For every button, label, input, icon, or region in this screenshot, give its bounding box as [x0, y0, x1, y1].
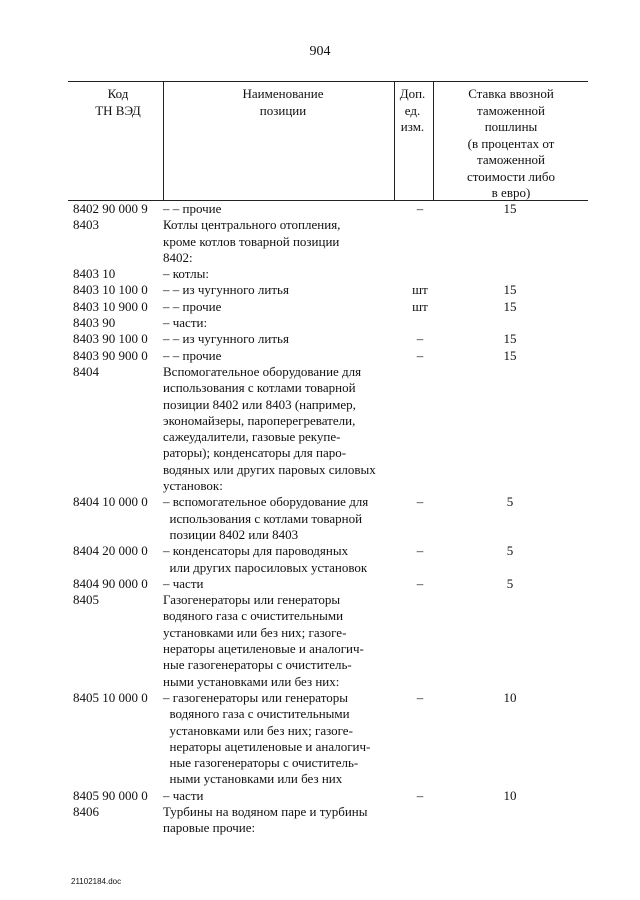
position-name-line: – вспомогательное оборудование для — [163, 494, 369, 510]
page-number: 904 — [309, 44, 331, 59]
tariff-code: 8403 90 — [73, 315, 116, 331]
additional-unit: – — [416, 331, 424, 347]
table-row — [0, 576, 640, 592]
position-name-line: – части — [163, 575, 204, 591]
duty-rate: 15 — [503, 282, 517, 298]
table-header — [68, 81, 588, 201]
tariff-code: 8402 90 000 9 — [73, 201, 148, 216]
table-row — [0, 217, 640, 266]
position-name — [163, 804, 395, 837]
position-name — [163, 201, 395, 217]
position-name — [163, 282, 395, 298]
position-name-line: ные газогенераторы с очиститель- — [163, 755, 359, 771]
position-name — [163, 690, 395, 788]
position-name-line: использования с котлами товарной — [163, 380, 356, 396]
position-name-line: ные газогенераторы с очиститель- — [163, 657, 352, 673]
position-name-line: установками или без них; газоге- — [163, 624, 347, 640]
additional-unit: шт — [412, 282, 428, 298]
tariff-code: 8405 10 000 0 — [73, 689, 148, 705]
table-body — [0, 201, 640, 837]
table-row — [0, 494, 640, 543]
tariff-code: 8404 — [73, 363, 99, 379]
position-name — [163, 543, 395, 576]
additional-unit: – — [416, 689, 424, 705]
tariff-code: 8405 — [73, 592, 99, 608]
duty-rate: 10 — [503, 689, 517, 705]
tariff-code: 8403 10 — [73, 266, 116, 282]
additional-unit: – — [416, 543, 424, 559]
position-name-line: установок: — [163, 478, 223, 494]
position-name — [163, 266, 395, 282]
position-name-line: водяного газа с очистительными — [163, 706, 350, 722]
duty-rate: 10 — [503, 787, 517, 803]
table-row — [0, 331, 640, 347]
position-name-line: водяных или других паровых силовых — [163, 461, 376, 477]
position-name-line: ными установками или без них — [163, 771, 343, 787]
additional-unit: – — [416, 575, 424, 591]
position-name-line: ными установками или без них: — [163, 673, 340, 689]
table-row — [0, 266, 640, 282]
position-name-line: – части — [163, 787, 204, 803]
tariff-code: 8404 90 000 0 — [73, 575, 148, 591]
position-name-line: нераторы ацетиленовые и аналогич- — [163, 641, 364, 657]
position-name-line: паровые прочие: — [163, 820, 256, 836]
table-row — [0, 282, 640, 298]
position-name — [163, 576, 395, 592]
position-name — [163, 299, 395, 315]
table-row — [0, 788, 640, 804]
tariff-code: 8403 — [73, 217, 99, 233]
position-name-line: экономайзеры, пароперегреватели, — [163, 412, 356, 428]
additional-unit: – — [416, 787, 424, 803]
position-name — [163, 592, 395, 690]
duty-rate: 15 — [503, 201, 517, 216]
header-rate: Ставка ввозной таможенной пошлины (в процентах от таможенной стоимости либо в евро) — [466, 86, 555, 200]
position-name-line: нераторы ацетиленовые и аналогич- — [163, 738, 371, 754]
duty-rate: 15 — [503, 298, 517, 314]
duty-rate: 15 — [503, 331, 517, 347]
position-name-line: кроме котлов товарной позиции — [163, 233, 340, 249]
position-name-line: – газогенераторы или генераторы — [163, 689, 348, 705]
position-name — [163, 788, 395, 804]
position-name-line: – конденсаторы для пароводяных — [163, 543, 349, 559]
position-name-line: позиции 8402 или 8403 — [163, 526, 299, 542]
position-name-line: установками или без них; газоге- — [163, 722, 353, 738]
tariff-code: 8403 10 100 0 — [73, 282, 148, 298]
position-name-line: или других паросиловых установок — [163, 559, 368, 575]
header-unit: Доп. ед. изм. — [399, 86, 426, 134]
column-divider — [433, 81, 434, 201]
position-name — [163, 315, 395, 331]
table-row — [0, 592, 640, 690]
position-name-line: использования с котлами товарной — [163, 510, 363, 526]
tariff-code: 8404 10 000 0 — [73, 494, 148, 510]
additional-unit: – — [416, 201, 424, 216]
position-name — [163, 348, 395, 364]
position-name-line: Газогенераторы или генераторы — [163, 592, 341, 608]
column-divider — [394, 81, 395, 201]
position-name-line: Турбины на водяном паре и турбины — [163, 803, 368, 819]
tariff-code: 8403 10 900 0 — [73, 298, 148, 314]
tariff-code: 8404 20 000 0 — [73, 543, 148, 559]
tariff-code: 8405 90 000 0 — [73, 787, 148, 803]
tariff-code: 8406 — [73, 803, 99, 819]
position-name — [163, 217, 395, 266]
additional-unit: – — [416, 347, 424, 363]
position-name-line: водяного газа с очистительными — [163, 608, 344, 624]
position-name-line: – – прочие — [163, 298, 222, 314]
table-row — [0, 690, 640, 788]
duty-rate: 5 — [506, 575, 514, 591]
position-name-line: сажеудалители, газовые рекупе- — [163, 429, 341, 445]
tariff-code: 8403 90 100 0 — [73, 331, 148, 347]
position-name-line: – – прочие — [163, 347, 222, 363]
table-row — [0, 348, 640, 364]
position-name-line: позиции 8402 или 8403 (например, — [163, 396, 356, 412]
position-name — [163, 364, 395, 494]
tariff-code: 8403 90 900 0 — [73, 347, 148, 363]
position-name-line: Котлы центрального отопления, — [163, 217, 341, 233]
table-row — [0, 543, 640, 576]
position-name-line: 8402: — [163, 249, 193, 265]
table-row — [0, 315, 640, 331]
header-name: Наименование позиции — [242, 86, 324, 118]
position-name-line: – котлы: — [163, 266, 209, 282]
column-divider — [163, 81, 164, 201]
position-name-line: – – из чугунного литья — [163, 331, 289, 347]
additional-unit: шт — [412, 298, 428, 314]
position-name-line: Вспомогательное оборудование для — [163, 363, 362, 379]
table-row — [0, 299, 640, 315]
duty-rate: 5 — [506, 494, 514, 510]
position-name-line: – – прочие — [163, 201, 222, 216]
duty-rate: 5 — [506, 543, 514, 559]
table-row — [0, 201, 640, 217]
position-name-line: – части: — [163, 315, 208, 331]
table-row — [0, 364, 640, 494]
position-name — [163, 494, 395, 543]
footer-filename: 21102184.doc — [71, 877, 122, 886]
duty-rate: 15 — [503, 347, 517, 363]
position-name — [163, 331, 395, 347]
additional-unit: – — [416, 494, 424, 510]
position-name-line: – – из чугунного литья — [163, 282, 289, 298]
table-row — [0, 804, 640, 837]
position-name-line: раторы); конденсаторы для паро- — [163, 445, 347, 461]
header-code: Код ТН ВЭД — [95, 86, 141, 118]
